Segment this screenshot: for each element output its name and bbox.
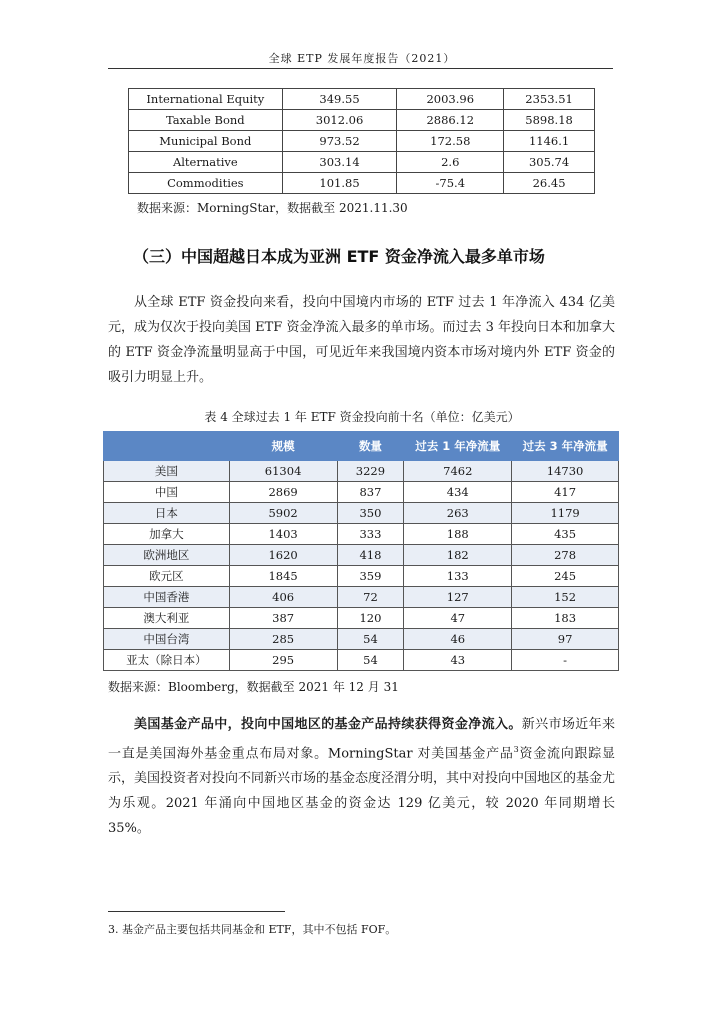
region-label: 加拿大: [104, 524, 230, 545]
table-row: [104, 482, 619, 503]
column-header: 数量: [337, 432, 404, 461]
para2-text-a: 新兴市场近年来一直是美国海外基金重点布局对象。MorningStar 对美国基金产品: [108, 717, 615, 762]
section-heading: （三）中国超越日本成为亚洲 ETF 资金净流入最多单市场: [133, 247, 545, 266]
table-cell: 46: [404, 629, 512, 650]
table-cell: 418: [337, 545, 404, 566]
table-cell: -: [512, 650, 619, 671]
table-cell: 305.74: [504, 152, 595, 173]
table-cell: 434: [404, 482, 512, 503]
table-cell: 72: [337, 587, 404, 608]
row-label: Alternative: [129, 152, 283, 173]
footnote-ref[interactable]: 3: [513, 745, 519, 754]
region-label: 日本: [104, 503, 230, 524]
table-cell: 127: [404, 587, 512, 608]
table-cell: 152: [512, 587, 619, 608]
table-cell: 3012.06: [282, 110, 397, 131]
table-row: [129, 89, 595, 110]
table-cell: 26.45: [504, 173, 595, 194]
table-cell: 2.6: [397, 152, 504, 173]
table-cell: 101.85: [282, 173, 397, 194]
table-cell: 303.14: [282, 152, 397, 173]
footnote-rule: [108, 911, 285, 912]
table3-source: 数据来源：MorningStar，数据截至 2021.11.30: [137, 201, 408, 215]
paragraph-text: 从全球 ETF 资金投向来看，投向中国境内市场的 ETF 过去 1 年净流入 434 亿美元，成为仅次于投向美国 ETF 资金净流入最多的单市场。而过去 3 年投向日本和加拿大的 ETF 资金净流量明显高于中国，可见近年来我国境内资本市场对境内外 ETF 资金的吸引力明显上升。: [108, 295, 615, 385]
table-cell: 1146.1: [504, 131, 595, 152]
table-cell: 188: [404, 524, 512, 545]
table-cell: 333: [337, 524, 404, 545]
table-cell: 349.55: [282, 89, 397, 110]
table-cell: 47: [404, 608, 512, 629]
table-cell: 5902: [229, 503, 337, 524]
etf-top10-table: [103, 431, 619, 671]
table-cell: 3229: [337, 461, 404, 482]
table-cell: 2869: [229, 482, 337, 503]
table4-source: 数据来源：Bloomberg，数据截至 2021 年 12 月 31: [108, 680, 399, 694]
fund-flow-table: [128, 88, 595, 194]
table-cell: 7462: [404, 461, 512, 482]
table-cell: 61304: [229, 461, 337, 482]
table-cell: 133: [404, 566, 512, 587]
region-label: 中国台湾: [104, 629, 230, 650]
table-cell: 417: [512, 482, 619, 503]
table-cell: 182: [404, 545, 512, 566]
table-row: [104, 524, 619, 545]
table-cell: -75.4: [397, 173, 504, 194]
table-cell: 359: [337, 566, 404, 587]
table-cell: 172.58: [397, 131, 504, 152]
table-row: [104, 608, 619, 629]
table-cell: 1845: [229, 566, 337, 587]
footnote: 3. 基金产品主要包括共同基金和 ETF，其中不包括 FOF。: [108, 923, 397, 936]
table-cell: 183: [512, 608, 619, 629]
table-cell: 245: [512, 566, 619, 587]
table-row: [129, 110, 595, 131]
table-cell: 973.52: [282, 131, 397, 152]
table-cell: 2003.96: [397, 89, 504, 110]
table-cell: 97: [512, 629, 619, 650]
column-header: 规模: [229, 432, 337, 461]
table-cell: 54: [337, 650, 404, 671]
region-label: 美国: [104, 461, 230, 482]
region-label: 亚太（除日本）: [104, 650, 230, 671]
column-header: 过去 1 年净流量: [404, 432, 512, 461]
row-label: Taxable Bond: [129, 110, 283, 131]
table-cell: 295: [229, 650, 337, 671]
table-cell: 387: [229, 608, 337, 629]
table-row: [129, 131, 595, 152]
region-label: 中国香港: [104, 587, 230, 608]
section-paragraph: [108, 290, 615, 390]
table-cell: 837: [337, 482, 404, 503]
column-header: [104, 432, 230, 461]
table-cell: 2353.51: [504, 89, 595, 110]
table-cell: 1620: [229, 545, 337, 566]
table-cell: 1403: [229, 524, 337, 545]
region-label: 中国: [104, 482, 230, 503]
para2-text-b: 资金流向跟踪显示，美国投资者对投向不同新兴市场的基金态度泾渭分明，其中对投向中国地区的基金尤为乐观。2021 年涌向中国地区基金的资金达 129 亿美元，较 2020 年同期增长 35%。: [108, 746, 616, 837]
table-row: [129, 152, 595, 173]
row-label: Municipal Bond: [129, 131, 283, 152]
table-cell: 43: [404, 650, 512, 671]
table-row: [104, 545, 619, 566]
bold-lead: 美国基金产品中，投向中国地区的基金产品持续获得资金净流入。: [134, 717, 522, 732]
table-cell: 285: [229, 629, 337, 650]
table-cell: 406: [229, 587, 337, 608]
table4-caption: 表 4 全球过去 1 年 ETF 资金投向前十名（单位：亿美元）: [204, 410, 520, 424]
table-cell: 54: [337, 629, 404, 650]
table-cell: 435: [512, 524, 619, 545]
table-row: [104, 566, 619, 587]
region-label: 澳大利亚: [104, 608, 230, 629]
table-cell: 350: [337, 503, 404, 524]
table-row: [104, 629, 619, 650]
table-row: [104, 503, 619, 524]
table-cell: 2886.12: [397, 110, 504, 131]
region-label: 欧洲地区: [104, 545, 230, 566]
table-cell: 14730: [512, 461, 619, 482]
table-cell: 278: [512, 545, 619, 566]
table-cell: 1179: [512, 503, 619, 524]
row-label: International Equity: [129, 89, 283, 110]
page-header: 全球 ETP 发展年度报告（2021）: [268, 52, 456, 65]
us-fund-paragraph: [108, 712, 615, 841]
table-row: [104, 650, 619, 671]
table-cell: 120: [337, 608, 404, 629]
row-label: Commodities: [129, 173, 283, 194]
table-row: [104, 587, 619, 608]
table-row: [129, 173, 595, 194]
region-label: 欧元区: [104, 566, 230, 587]
table-row: [104, 461, 619, 482]
header-rule: [108, 68, 613, 69]
table-cell: 5898.18: [504, 110, 595, 131]
column-header: 过去 3 年净流量: [512, 432, 619, 461]
table-cell: 263: [404, 503, 512, 524]
